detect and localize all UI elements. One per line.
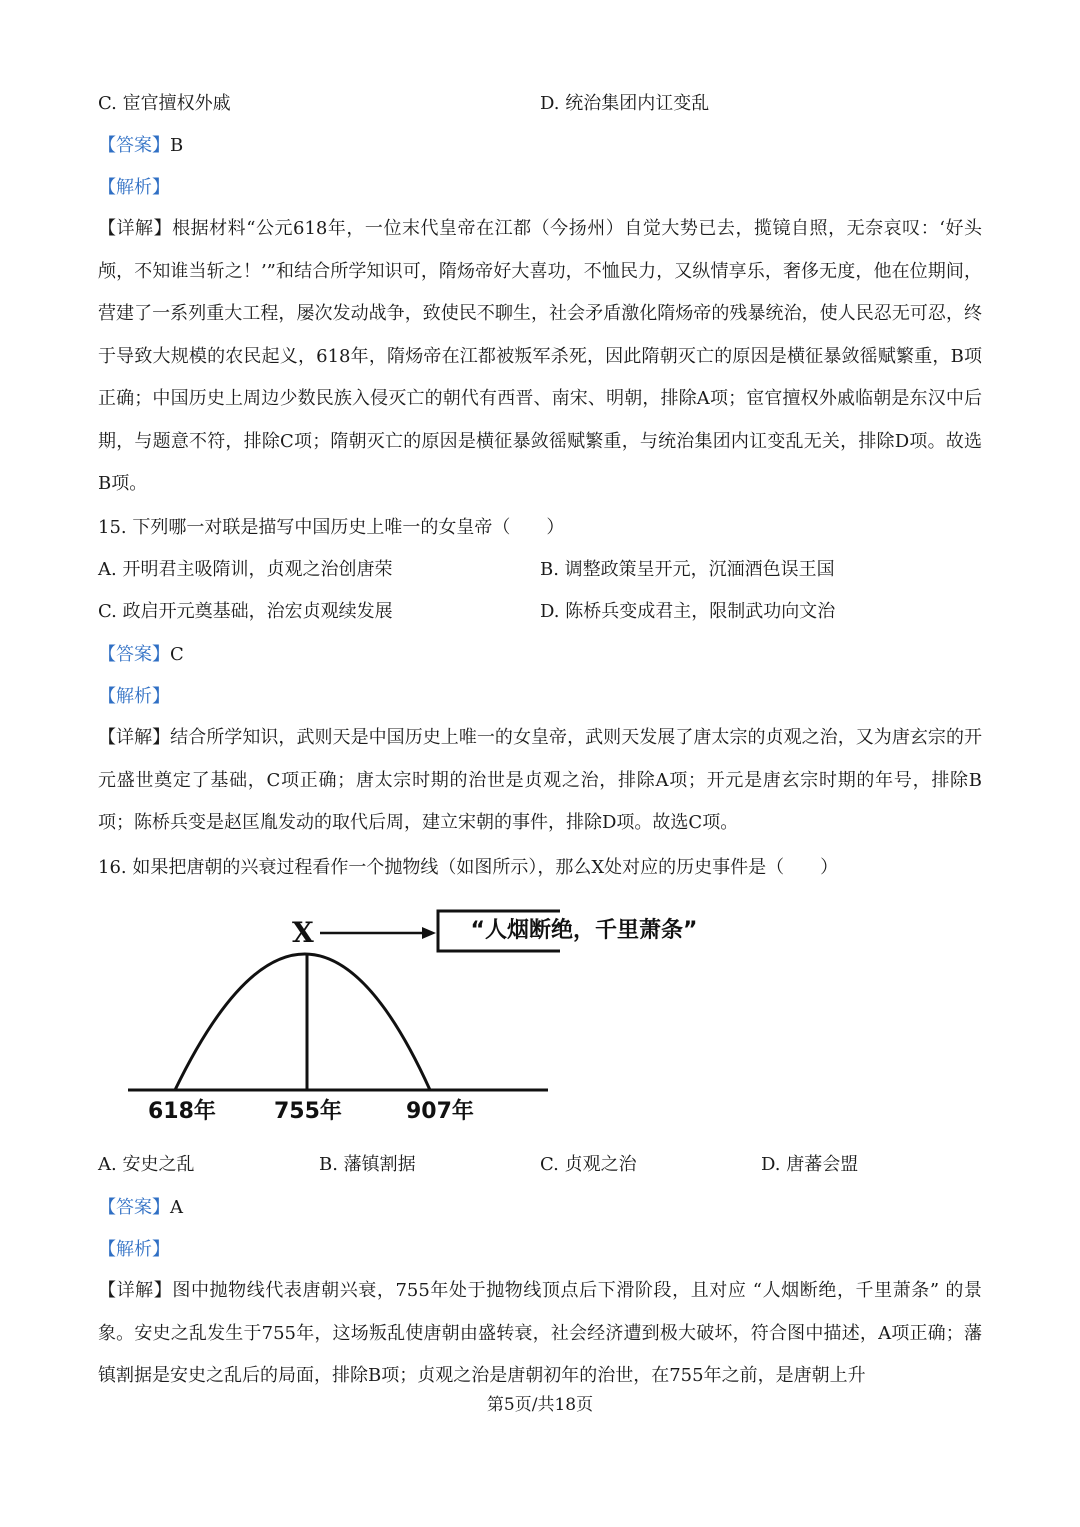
q14-option-d: D. 统治集团内讧变乱 <box>540 93 710 114</box>
answer-value: B <box>170 135 184 156</box>
q15-analysis-tag: 【解析】 <box>98 686 170 707</box>
year-label-618: 618年 <box>148 1099 216 1124</box>
q16-option-b: B. 藩镇割据 <box>319 1154 416 1175</box>
detail-tag: 【详解】 <box>98 727 171 748</box>
peak-label: X <box>292 916 314 949</box>
q15-option-b: B. 调整政策呈开元，沉湎酒色误王国 <box>540 559 835 580</box>
q15-option-d: D. 陈桥兵变成君主，限制武功向文治 <box>540 601 836 622</box>
answer-tag: 【答案】 <box>98 135 170 156</box>
q16-analysis-tag: 【解析】 <box>98 1239 170 1260</box>
q16-option-d: D. 唐蕃会盟 <box>761 1154 859 1175</box>
detail-text: 图中抛物线代表唐朝兴衰，755年处于抛物线顶点后下滑阶段，且对应 “人烟断绝，千里萧条” 的景象。安史之乱发生于755年，这场叛乱使唐朝由盛转衰，社会经济遭到极大破坏，符合图中描述，A项正确；藩镇割据是安史之乱后的局面，排除B项；贞观之治是唐朝初年的治世，在755年之前，是唐朝上升 <box>98 1280 983 1386</box>
detail-tag: 【详解】 <box>98 218 173 239</box>
q14-detail <box>98 208 982 506</box>
answer-tag: 【答案】 <box>98 1197 170 1218</box>
q15-stem: 15. 下列哪一对联是描写中国历史上唯一的女皇帝（ ） <box>98 517 565 538</box>
q16-option-a: A. 安史之乱 <box>98 1154 195 1175</box>
year-label-755: 755年 <box>274 1099 342 1124</box>
answer-value: A <box>170 1197 183 1218</box>
q16-option-c: C. 贞观之治 <box>540 1154 637 1175</box>
q15-option-a: A. 开明君主吸隋训，贞观之治创唐荣 <box>98 559 393 580</box>
answer-tag: 【答案】 <box>98 644 170 665</box>
detail-text: 结合所学知识，武则天是中国历史上唯一的女皇帝，武则天发展了唐太宗的贞观之治，又为唐玄宗的开元盛世奠定了基础，C项正确；唐太宗时期的治世是贞观之治，排除A项；开元是唐玄宗时期的年号，排除B项；陈桥兵变是赵匡胤发动的取代后周，建立宋朝的事件，排除D项。故选C项。 <box>98 727 983 833</box>
year-label-907: 907年 <box>406 1099 474 1124</box>
answer-value: C <box>170 644 184 665</box>
page-number: 第5页/共18页 <box>486 1395 594 1415</box>
detail-text: 根据材料“公元618年，一位末代皇帝在江都（今扬州）自觉大势已去，揽镜自照，无奈哀叹：‘好头颅，不知谁当斩之！’”和结合所学知识可，隋炀帝好大喜功，不恤民力，又纵情享乐，奢侈无度，他在位期间，营建了一系列重大工程，屡次发动战争，致使民不聊生，社会矛盾激化隋炀帝的残暴统治，使人民忍无可忍，终于导致大规模的农民起义，618年，隋炀帝在江都被叛军杀死，因此隋朝灭亡的原因是横征暴敛徭赋繁重，B项正确；中国历史上周边少数民族入侵灭亡的朝代有西晋、南宋、明朝，排除A项；宦官擅权外戚临朝是东汉中后期，与题意不符，排除C项；隋朝灭亡的原因是横征暴敛徭赋繁重，与统治集团内讧变乱无关，排除D项。故选B项。 <box>98 218 983 494</box>
q14-answer-line <box>98 134 183 158</box>
quote-box-text: “人烟断绝，千里萧条” <box>470 918 698 943</box>
arrow-head-icon <box>422 927 436 939</box>
detail-tag: 【详解】 <box>98 1280 173 1301</box>
q16-detail <box>98 1270 982 1398</box>
q16-stem: 16. 如果把唐朝的兴衰过程看作一个抛物线（如图所示），那么X处对应的历史事件是（ ） <box>98 857 839 878</box>
q15-option-c: C. 政启开元奠基础，治宏贞观续发展 <box>98 601 393 622</box>
q14-analysis-tag: 【解析】 <box>98 177 170 198</box>
q14-option-c: C. 宦官擅权外戚 <box>98 93 231 114</box>
q16-answer-line <box>98 1196 183 1220</box>
q15-detail <box>98 717 982 845</box>
parabola-curve <box>175 954 430 1090</box>
q15-answer-line <box>98 643 184 667</box>
